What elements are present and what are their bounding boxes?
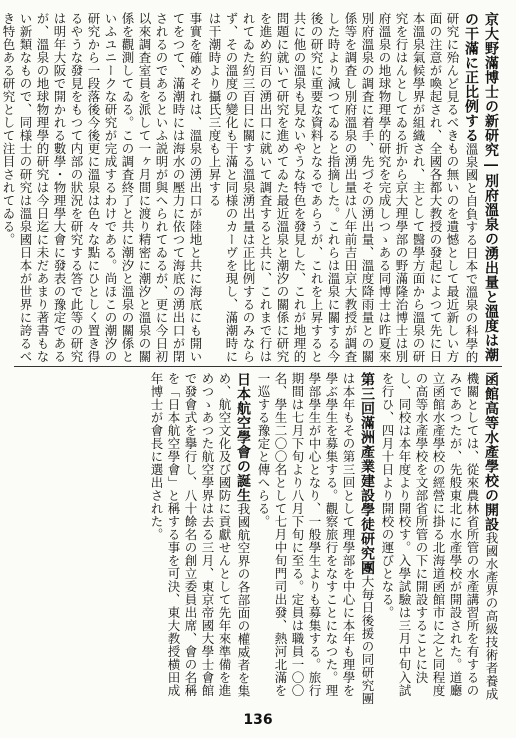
article-aviation-society bbox=[147, 372, 254, 706]
article-headline: 京大野滿博士の新研究―別府溫泉の湧出量と溫度は潮の干滿に正比例する bbox=[463, 12, 499, 362]
article-continuation bbox=[0, 12, 205, 364]
top-half bbox=[1, 12, 502, 364]
article-hakodate-school bbox=[378, 372, 502, 706]
bottom-half bbox=[16, 372, 502, 706]
section-divider bbox=[14, 366, 502, 367]
article-headline: 函館高等水產學校の開設 bbox=[483, 372, 499, 532]
article-body: 事實を確めそれは、溫泉の湧出口が陸地と共に海底にも開いてをつて、滿潮時には海水の壓力に依つて海底の湧出口が閉されるのであるといふ説明が與へられてゐるが、更に今日初以來調査室員を派して一ヶ月間に渡り精密に潮汐と溫泉の關係を觀測してゐる。この調査終了と共に潮汐と溫泉の關係といふユニークな研究が完成するわけである。尚ほこの潮汐の研究から一段落後今後更に溫泉は色々な點にひとしく置き得るやうな發見をもつて内部の狀況を研究する答で此等の研究は明年大阪で開かれる數學・物理學大會に發表の豫定であるが、溫泉の地球物理學的研究は今日迄に未だあまり著書もない新類なもので、同様士の研究は溫泉國日本が世界に誇るべき特色ある研究として注目されてゐる。 bbox=[1, 12, 203, 363]
article-manchuria-group bbox=[254, 372, 378, 706]
article-body: 我國水產界の高級技術者養成機關としては、從來農林省所管の水產講習所を有するのみであつたが、先般東北に水產學校が開設された。道廳立函館水產學校の經營に掛る北海道函館市に之と同程度の高等水產學校を文部省所管の下に開設することに決し、同校は本年度より開校す。入學試驗は三月中旬入試を行ひ、四月十日より開校の運びとなる。 bbox=[380, 372, 499, 701]
article-body: 溫泉國と自負する日本で溫泉の科學的研究に殆んど見るべきもの無いのを遺憾として最近新しい方面の注意が喚起され、全國各都大教授の發起によつて先に日本溫泉氣候學界が組織され、主として醫學方面から溫泉の研究を行はんとしてゐる折から京大理學部の野滿隆治博士は別府溫泉の地球物理學的研究を完成しつゝある同博士は昨夏來別府溫泉の調査に着手、先づその湧出量、溫度降雨量との關係等を調査し別府溫泉の湧出量は八年前吉田京大教授が調査した時より減つてゐると指摘した。これらは溫泉に關する今後の研究に重要な資料となるであらうが、これを上昇すると共に他の溫泉も見ないやうな特色を發見した、これが地理的問題に就いて研究を進めてゐた最近溫泉と潮汐の關係に研究を進め約百の湧出口に就いて調査すると共に、これまで行はれてゐた約三百日に關する溫泉湧出量は正比例するのみならず、その溫度の變化も干滿と同様のカーヴを現し、滿潮時には干潮時より攝氏三度も上昇する bbox=[207, 12, 479, 364]
article-kyoto-onsen bbox=[205, 12, 502, 364]
page-number: 136 bbox=[243, 712, 273, 728]
article-headline: 日本航空學會の誕生 bbox=[235, 372, 251, 503]
article-body: 大毎日後援の同研究團は本年もその第三回として理學部を中心に本年も理學を學ぶ學生を募集する。觀察旅行をなすことになつた。理學部學生が中心となり、一般學生よりも募集する。旅行期間は七月下旬より八月下旬に至る。定員は職員一〇〇名、學生二〇〇名として七月中旬門司出發、熱河北滿を一巡する豫定と傳へらる。 bbox=[256, 372, 375, 705]
article-headline: 第三回滿洲產業建設學徒研究團 bbox=[359, 372, 375, 575]
article-body: 我國航空界の各部面の權威者を集め、航空文化及び國防に貢獻せんとして先年來準備を進めつゝあつた航空學界は去る三月、東京帝國大學士會館で發會式を擧行し、八十餘名の創立委員出席、會の名稱を「日本航空學會」と稱する事を可決、東大教授横田成年博士が會長に選出された。 bbox=[149, 372, 251, 698]
